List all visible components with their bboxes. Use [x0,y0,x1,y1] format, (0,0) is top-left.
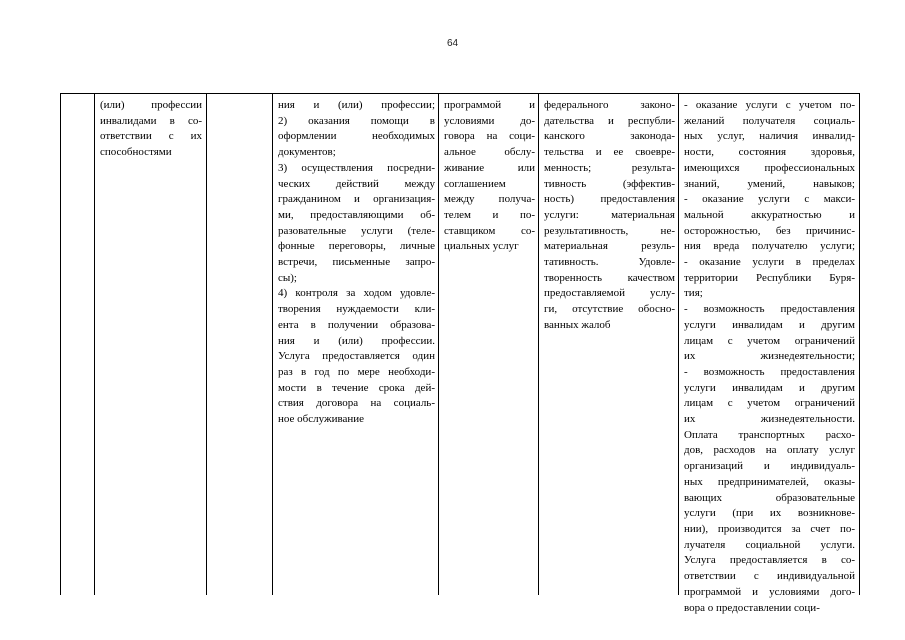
services-table [60,93,860,614]
text-line: ответствии с индивидуальной [684,570,855,583]
text-line: материальная резуль- [544,240,675,253]
text-line: канского законода- [544,130,675,143]
text-line: ных услуг, наличия инвалид- [684,130,855,143]
text-line: мальной аккуратностью и [684,208,855,221]
text-line: лицам с учетом ограничений [684,397,855,410]
text-line: услуги: материальная [544,208,675,221]
text-line: ния и (или) профессии; [278,99,435,111]
text-line: менность; результа- [544,161,675,174]
column-divider [206,94,207,595]
text-line: 3) осуществления посредни- [278,161,435,174]
text-line: ствия договора на социаль- [278,397,435,410]
cell-service-description [272,98,435,428]
text-line: - оказание услуги с учетом по- [684,99,855,111]
text-line: федерального законо- [544,99,675,111]
text-line: условиями до- [444,114,535,127]
text-line: услуги инвалидам и другим [684,318,855,331]
text-line: ента в получении образова- [278,318,435,331]
text-line: встречи, письменные запро- [278,256,435,269]
text-line: Оплата транспортных расхо- [684,428,855,441]
text-line: дов, расходов на оплату услуг [684,444,855,457]
text-line: оформлении необходимых [278,130,435,143]
text-line: ставщиком со- [444,224,535,237]
text-line: тативность. Удовле- [544,256,675,269]
text-line: - оказание услуги в пределах [684,256,855,269]
text-line: ответствии с их [100,130,202,143]
text-line: циальных услуг [444,240,519,253]
text-line: тия; [684,287,703,300]
text-line: вора о предоставлении соци- [684,601,820,614]
text-line: дательства и республи- [544,114,675,127]
text-line: 2) оказания помощи в [278,114,435,127]
text-line: раз в год по мере необходи- [278,365,435,378]
text-line: программой и условиями дого- [684,585,855,598]
text-line: ги, отсутствие обосно- [544,303,675,316]
text-line: - оказание услуги с макси- [684,193,855,206]
text-line: предоставляемой услу- [544,287,675,300]
text-line: нии), производится за счет по- [684,522,855,535]
text-line: имеющихся профессиональных [684,161,855,174]
text-line: между получа- [444,193,535,206]
text-line: ми, предоставляющими об- [278,208,435,221]
text-line: сы); [278,271,297,284]
text-line: ния вреда получателю услуги; [684,240,855,253]
text-line: способностями [100,146,172,159]
text-line: услуги инвалидам и другим [684,381,855,394]
text-line: тивность (эффектив- [544,177,675,190]
text-line: территории Республики Буря- [684,271,855,284]
text-line: ность) предоставления [544,193,675,206]
text-line: Услуга предоставляется один [278,350,435,363]
text-line: вающих образовательные [684,491,855,504]
text-line: тельства и ее своевре- [544,146,675,159]
text-line: мости в течение срока дей- [278,381,435,394]
text-line: ности, состояния здоровья, [684,146,855,159]
text-line: Услуга предоставляется в со- [684,554,855,567]
cell-conditions [438,98,535,255]
text-line: - возможность предоставления [684,303,855,316]
cell-provision-conditions [678,98,855,616]
text-line: фонные переговоры, личные [278,240,435,253]
text-line: их жизнедеятельности; [684,350,855,363]
text-line: 4) контроля за ходом удовле- [278,287,435,300]
page-number: 64 [446,38,459,49]
text-line: ных предпринимателей, оказы- [684,475,855,488]
text-line: документов; [278,146,336,159]
text-line: соглашением [444,177,506,190]
cell-quality-indicators [538,98,675,334]
text-line: творенность качеством [544,271,675,284]
text-line: живание или [444,161,535,174]
text-line: творения нуждаемости кли- [278,303,435,316]
text-line: лучателя социальной услуги. [684,538,855,551]
text-line: - возможность предоставления [684,365,855,378]
text-line: знаний, умений, навыков; [684,177,855,190]
text-line: (или) профессии [100,99,202,111]
text-line: лицам с учетом ограничений [684,334,855,347]
text-line: ванных жалоб [544,318,611,331]
text-line: гражданином и организация- [278,193,435,206]
text-line: их жизнедеятельности. [684,413,855,426]
text-line: ное обслуживание [278,413,365,426]
text-line: услуги (при их возникнове- [684,507,855,520]
text-line: осторожностью, без причинис- [684,224,855,237]
text-line: программой и [444,99,535,111]
text-line: разовательные услуги (теле- [278,224,435,237]
text-line: говора на соци- [444,130,535,143]
text-line: желаний получателя социаль- [684,114,855,127]
text-line: инвалидами в со- [100,114,202,127]
text-line: организаций и индивидуаль- [684,460,855,473]
cell-category [94,98,202,161]
text-line: ческих действий между [278,177,435,190]
text-line: альное обслу- [444,146,535,159]
column-divider [94,94,95,595]
text-line: результативность, не- [544,224,675,237]
text-line: ния и (или) профессии. [278,334,435,347]
text-line: телем и по- [444,208,535,221]
